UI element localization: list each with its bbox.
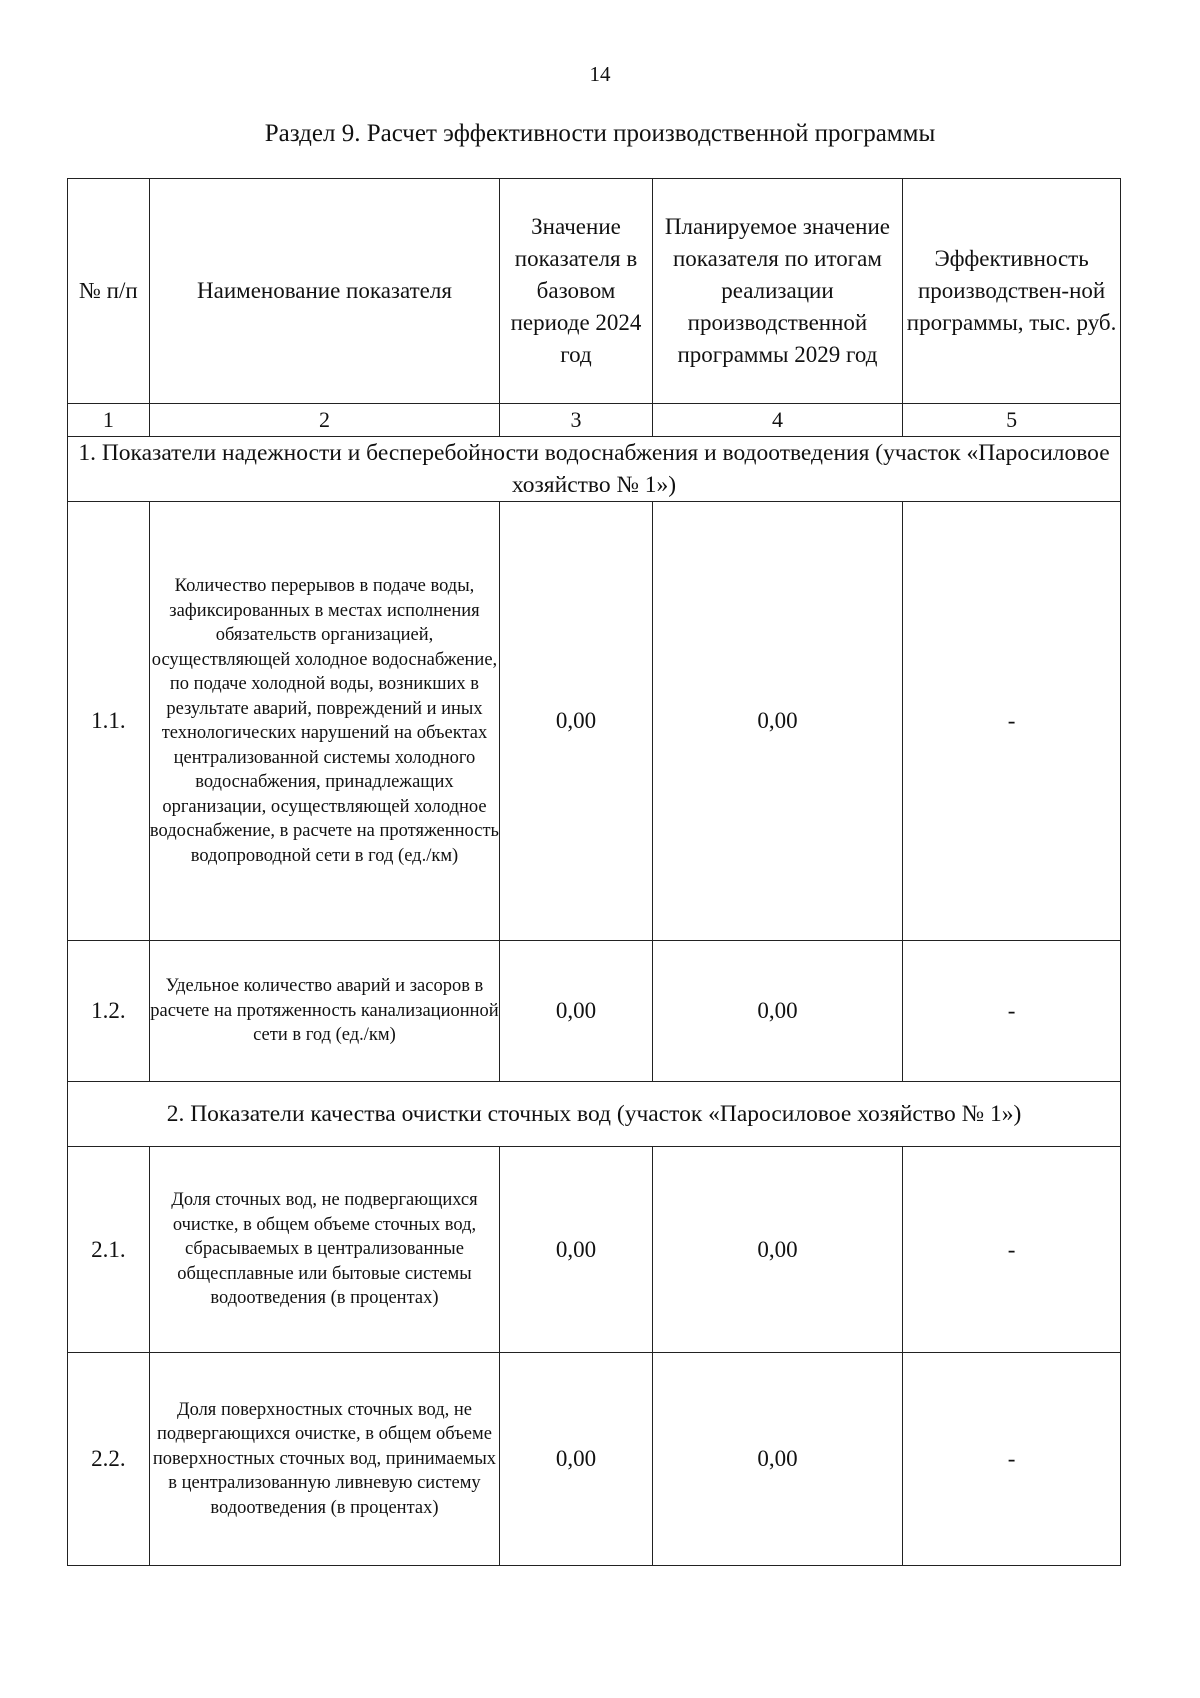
base-value: 0,00 [500, 502, 652, 941]
header-base-value: Значение показателя в базовом периоде 2024 год [500, 179, 652, 404]
planned-value: 0,00 [652, 941, 902, 1082]
efficiency-value: - [903, 941, 1121, 1082]
group-title: 1. Показатели надежности и бесперебойности водоснабжения и водоотведения (участок «Паросиловое хозяйство № 1») [68, 437, 1121, 502]
efficiency-value: - [903, 1147, 1121, 1353]
column-number: 2 [149, 404, 500, 437]
planned-value: 0,00 [652, 1353, 902, 1566]
group-header-row [68, 437, 1121, 502]
efficiency-value: - [903, 1353, 1121, 1566]
header-num: № п/п [68, 179, 150, 404]
column-number: 3 [500, 404, 652, 437]
base-value: 0,00 [500, 1147, 652, 1353]
table-row [68, 502, 1121, 941]
header-efficiency: Эффективность производствен-ной программы, тыс. руб. [903, 179, 1121, 404]
efficiency-table [67, 178, 1121, 1566]
header-name: Наименование показателя [149, 179, 500, 404]
section-title: Раздел 9. Расчет эффективности производственной программы [264, 120, 936, 147]
planned-value: 0,00 [652, 502, 902, 941]
indicator-name: Количество перерывов в подаче воды, зафиксированных в местах исполнения обязательств организацией, осуществляющей холодное водоснабжение, по подаче холодной воды, возникших в результате аварий, повреждений и иных технологических нарушений на объектах централизованной системы холодного водоснабжения, принадлежащих организации, осуществляющей холодное водоснабжение, в расчете на протяженность водопроводной сети в год (ед./км) [149, 502, 500, 941]
row-number: 2.2. [68, 1353, 150, 1566]
header-row [68, 179, 1121, 404]
column-number: 4 [652, 404, 902, 437]
base-value: 0,00 [500, 941, 652, 1082]
indicator-name: Доля сточных вод, не подвергающихся очистке, в общем объеме сточных вод, сбрасываемых в централизованные общесплавные или бытовые системы водоотведения (в процентах) [149, 1147, 500, 1353]
header-planned-value: Планируемое значение показателя по итогам реализации производственной программы 2029 год [652, 179, 902, 404]
page-number: 14 [589, 62, 611, 86]
column-number: 5 [903, 404, 1121, 437]
group-header-row [68, 1082, 1121, 1147]
efficiency-value: - [903, 502, 1121, 941]
column-number-row [68, 404, 1121, 437]
row-number: 1.2. [68, 941, 150, 1082]
planned-value: 0,00 [652, 1147, 902, 1353]
row-number: 1.1. [68, 502, 150, 941]
table-row [68, 1147, 1121, 1353]
table-row [68, 1353, 1121, 1566]
column-number: 1 [68, 404, 150, 437]
indicator-name: Доля поверхностных сточных вод, не подвергающихся очистке, в общем объеме поверхностных сточных вод, принимаемых в централизованную ливневую систему водоотведения (в процентах) [149, 1353, 500, 1566]
table-row [68, 941, 1121, 1082]
group-title: 2. Показатели качества очистки сточных вод (участок «Паросиловое хозяйство № 1») [68, 1082, 1121, 1147]
row-number: 2.1. [68, 1147, 150, 1353]
indicator-name: Удельное количество аварий и засоров в расчете на протяженность канализационной сети в год (ед./км) [149, 941, 500, 1082]
base-value: 0,00 [500, 1353, 652, 1566]
